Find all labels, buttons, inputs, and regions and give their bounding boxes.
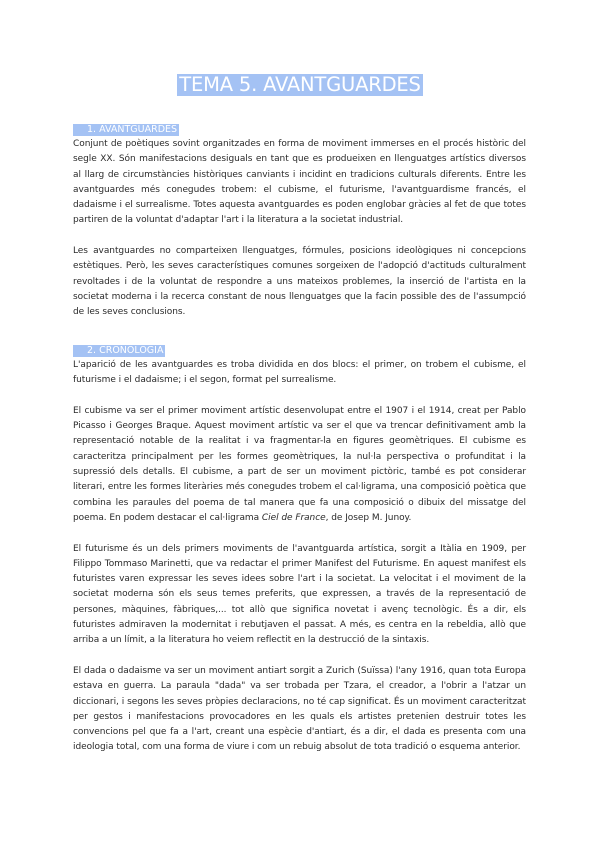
paragraph: Les avantguardes no comparteixen llenguatges, fórmules, posicions ideològiques ni concepcions estètiques. Però, les seves característiques comunes sorgeixen de l'adopció d'actituds culturalment revoltades i de la voluntat de respondre a uns mateixos problemes, la inserció de l'artista en la societat moderna i la recerca constant de nous llenguatges que la facin possible des de l'assumpció de les seves conclusions. bbox=[73, 246, 526, 318]
paragraph: L'aparició de les avantguardes es troba dividida en dos blocs: el primer, on trobem el cubisme, el futurisme i el dadaisme; i el segon, format pel surrealisme. bbox=[73, 360, 526, 386]
paragraph: El futurisme és un dels primers moviments de l'avantguarda artística, sorgit a Itàlia en 1909, per Filippo Tommaso Marinetti, que va redactar el primer Manifest del Futurisme. En aquest manifest els futuristes varen expressar les seves idees sobre l'art i la societat. La velocitat i el moviment de la societat moderna són els seus temes preferits, que expressen, a través de la representació de persones, màquines, fàbriques,... tot allò que significa novetat i avenç tecnològic. És a dir, els futuristes admiraven la modernitat i rebutjaven el passat. A més, es centra en la rebeldia, allò que arriba a un límit, a la literatura ho veiem reflectit en la destrucció de la sintaxis. bbox=[73, 543, 526, 646]
paragraph: El dada o dadaisme va ser un moviment antiart sorgit a Zurich (Suïssa) l'any 1916, quan tota Europa estava en guerra. La paraula "dada" va ser trobada per Tzara, el creador, a l'obrir a l'atzar un diccionari, i segons les seves pròpies declaracions, no té cap significat. És un moviment caracteritzat per gestos i manifestacions provocadores en les quals els artistes pretenien destruir totes les convencions pel que fa a l'art, creant una espècie d'antiart, és a dir, el dada es presenta com una ideologia total, com una forma de viure i com un rebuig absolut de tota tradició o esquema anterior. bbox=[73, 665, 526, 753]
section-cronologia bbox=[73, 338, 526, 756]
section-avantguardes bbox=[73, 117, 526, 321]
page-title: TEMA 5. AVANTGUARDES bbox=[179, 73, 421, 96]
italic-title: Ciel de France bbox=[261, 512, 326, 523]
section-heading: 2. CRONOLOGIA bbox=[73, 345, 165, 357]
paragraph-cubisme bbox=[73, 404, 526, 526]
title-wrapper bbox=[0, 74, 600, 96]
paragraph-text: El cubisme va ser el primer moviment artístic desenvolupat entre el 1907 i el 1914, creat per Pablo Picasso i Georges Braque. Aquest moviment artístic va ser el que va trencar definitivament amb la representació notable de la realitat i va fragmentar-la en figures geomètriques. El cubisme es caracteritza principalment per les formes geomètriques, la nul·la perspectiva o profunditat i la supressió dels detalls. El cubisme, a part de ser un moviment pictòric, també es pot considerar literari, entre les formes literàries més conegudes trobem el cal·ligrama, una composició poètica que combina les paraules del poema de tal manera que fa una composició o dibuix del missatge del poema. En podem destacar el cal·ligrama bbox=[73, 405, 526, 523]
paragraph-ending: , de Josep M. Junoy. bbox=[325, 512, 412, 523]
paragraph: Conjunt de poètiques sovint organitzades en forma de moviment immerses en el procés històric del segle XX. Són manifestacions desiguals en tant que es produeixen en llenguatges artístics diversos al llarg de circumstàncies històriques canviants i incidint en tradicions culturals diferents. Entre les avantguardes més conegudes trobem: el cubisme, el futurisme, l'avantguardisme francés, el dadaisme i el surrealisme. Totes aquesta avantguardes es poden englobar gràcies al fet de que totes partiren de la voluntat d'adaptar l'art i la literatura a la societat industrial. bbox=[73, 139, 526, 226]
section-heading: 1. AVANTGUARDES bbox=[73, 124, 179, 136]
